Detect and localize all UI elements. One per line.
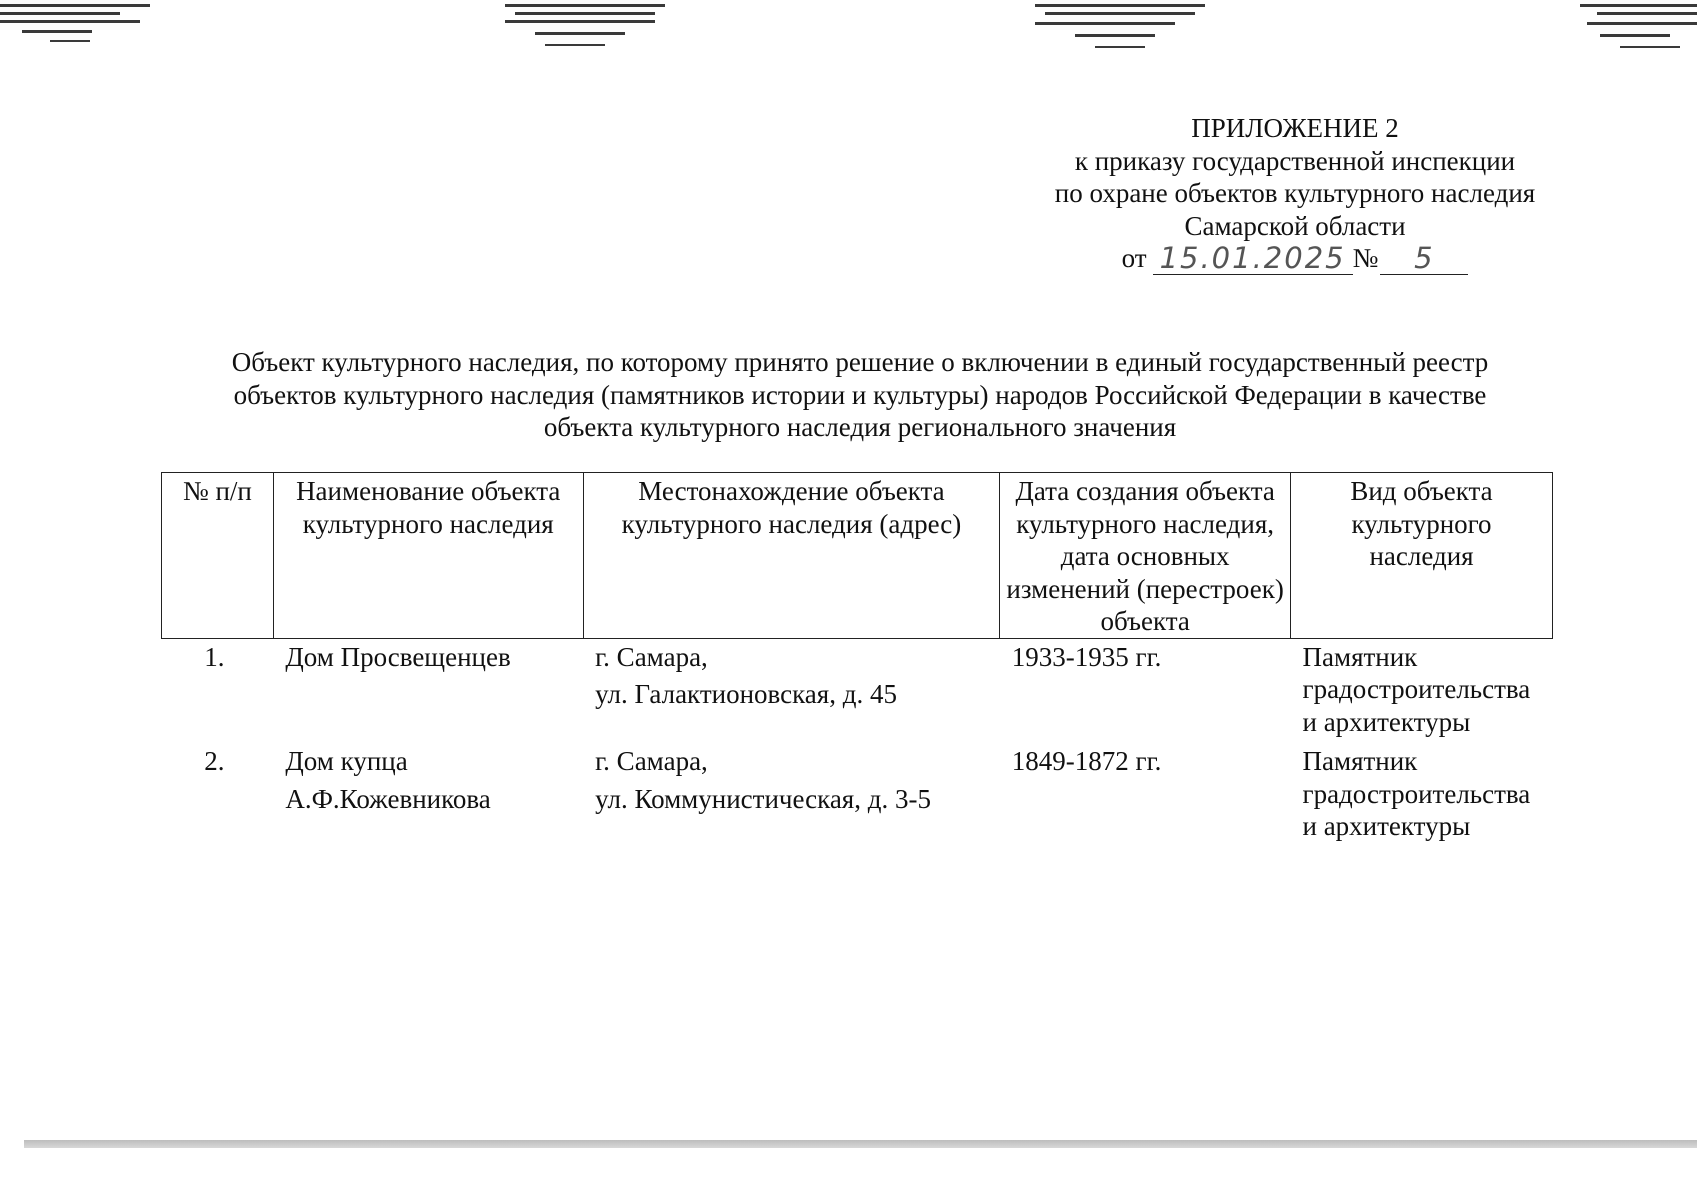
row-number: 2. [204,746,225,776]
row-name [273,638,583,743]
handwritten-date: 15.01.2025 [1159,241,1346,275]
row-address-line: г. Самара, [595,641,708,672]
row-address-line: г. Самара, [595,746,708,776]
row-address [583,638,1000,743]
row-type-line: и архитектуры [1302,811,1471,841]
appendix-line: к приказу государственной инспекции [1074,145,1516,176]
scan-artifact [505,0,665,62]
date-prefix: от [1121,243,1147,273]
document-title [150,346,1570,444]
row-address-line: ул. Галактионовская, д. 45 [595,679,897,709]
row-name-line: А.Ф.Кожевникова [285,783,491,814]
row-type [1291,638,1553,743]
scan-artifact [1035,0,1195,62]
header-type: Вид объекта культурного наследия [1291,473,1553,639]
heritage-table [161,472,1553,843]
row-type-line: градостроительства [1302,674,1531,704]
scan-artifact [0,0,160,62]
row-address [583,743,1000,843]
table-row [162,743,1553,843]
number-prefix: № [1352,243,1379,273]
appendix-header [1000,112,1590,275]
title-line: Объект культурного наследия, по которому принято решение о включении в единый государственный реестр [231,347,1489,377]
scan-artifact [1580,0,1697,62]
header-address: Местонахождение объекта культурного наследия (адрес) [583,473,1000,639]
handwritten-number: 5 [1414,241,1435,275]
table-row [162,638,1553,743]
header-date: Дата создания объекта культурного наследия, дата основных изменений (перестроек) объекта [1000,473,1291,639]
row-type-line: Памятник [1302,641,1418,672]
row-name [273,743,583,843]
row-type [1291,743,1553,843]
row-type-line: Памятник [1302,746,1418,776]
row-type-line: градостроительства [1302,778,1531,809]
order-date-number-line [1000,242,1590,275]
appendix-title: ПРИЛОЖЕНИЕ 2 [1191,113,1399,143]
row-type-line: и архитектуры [1302,706,1471,737]
title-line: объектов культурного наследия (памятников истории и культуры) народов Российской Федерации в качестве [233,379,1487,410]
header-name: Наименование объекта культурного наследия [273,473,583,639]
appendix-line: Самарской области [1184,210,1406,241]
scan-bottom-edge [24,1140,1697,1148]
title-line: объекта культурного наследия регионального значения [543,412,1177,442]
row-date: 1849-1872 гг. [1011,746,1162,776]
header-number: № п/п [162,473,274,639]
row-name-line: Дом Просвещенцев [285,641,511,672]
row-name-line: Дом купца [285,746,408,776]
date-field [1153,241,1353,275]
row-number: 1. [204,641,225,672]
number-field [1380,241,1468,275]
row-date: 1933-1935 гг. [1011,641,1162,672]
table-header-row [162,473,1553,639]
appendix-line: по охране объектов культурного наследия [1054,178,1536,208]
row-address-line: ул. Коммунистическая, д. 3-5 [595,783,931,814]
